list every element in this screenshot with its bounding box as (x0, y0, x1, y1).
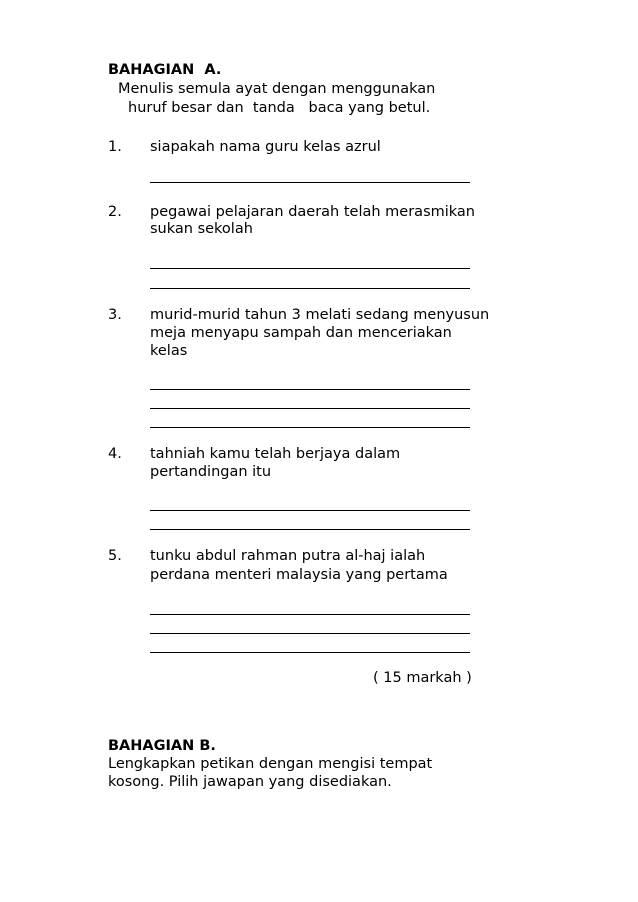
section-a-heading: BAHAGIAN A. (108, 62, 222, 78)
answer-line-5a (150, 614, 470, 615)
section-b-heading: BAHAGIAN B. (108, 738, 216, 754)
answer-line-2a (150, 268, 470, 269)
question-4-text-line2: pertandingan itu (150, 464, 272, 480)
question-3-text-line2: meja menyapu sampah dan menceriakan (150, 325, 452, 341)
question-2-text-line2: sukan sekolah (150, 221, 253, 237)
section-a-marks: ( 15 markah ) (373, 670, 472, 686)
question-1-number: 1. (108, 139, 122, 155)
answer-line-4b (150, 529, 470, 530)
answer-line-5c (150, 652, 470, 653)
answer-line-3a (150, 389, 470, 390)
question-5-number: 5. (108, 548, 122, 564)
section-a-instruction-line1: Menulis semula ayat dengan menggunakan (118, 81, 436, 97)
answer-line-5b (150, 633, 470, 634)
question-3-text-line1: murid-murid tahun 3 melati sedang menyusun (150, 307, 490, 323)
question-4-text-line1: tahniah kamu telah berjaya dalam (150, 446, 401, 462)
answer-line-4a (150, 510, 470, 511)
answer-line-2b (150, 288, 470, 289)
answer-line-3c (150, 427, 470, 428)
question-5-text-line2: perdana menteri malaysia yang pertama (150, 567, 448, 583)
answer-line-3b (150, 408, 470, 409)
question-3-text-line3: kelas (150, 343, 188, 359)
answer-line-1a (150, 182, 470, 183)
section-b-instruction-line2: kosong. Pilih jawapan yang disediakan. (108, 774, 392, 790)
question-3-number: 3. (108, 307, 122, 323)
question-1-text: siapakah nama guru kelas azrul (150, 139, 381, 155)
question-4-number: 4. (108, 446, 122, 462)
question-5-text-line1: tunku abdul rahman putra al-haj ialah (150, 548, 426, 564)
question-2-number: 2. (108, 204, 122, 220)
question-2-text-line1: pegawai pelajaran daerah telah merasmikan (150, 204, 475, 220)
section-a-instruction-line2: huruf besar dan tanda baca yang betul. (128, 100, 431, 116)
section-b-instruction-line1: Lengkapkan petikan dengan mengisi tempat (108, 756, 433, 772)
